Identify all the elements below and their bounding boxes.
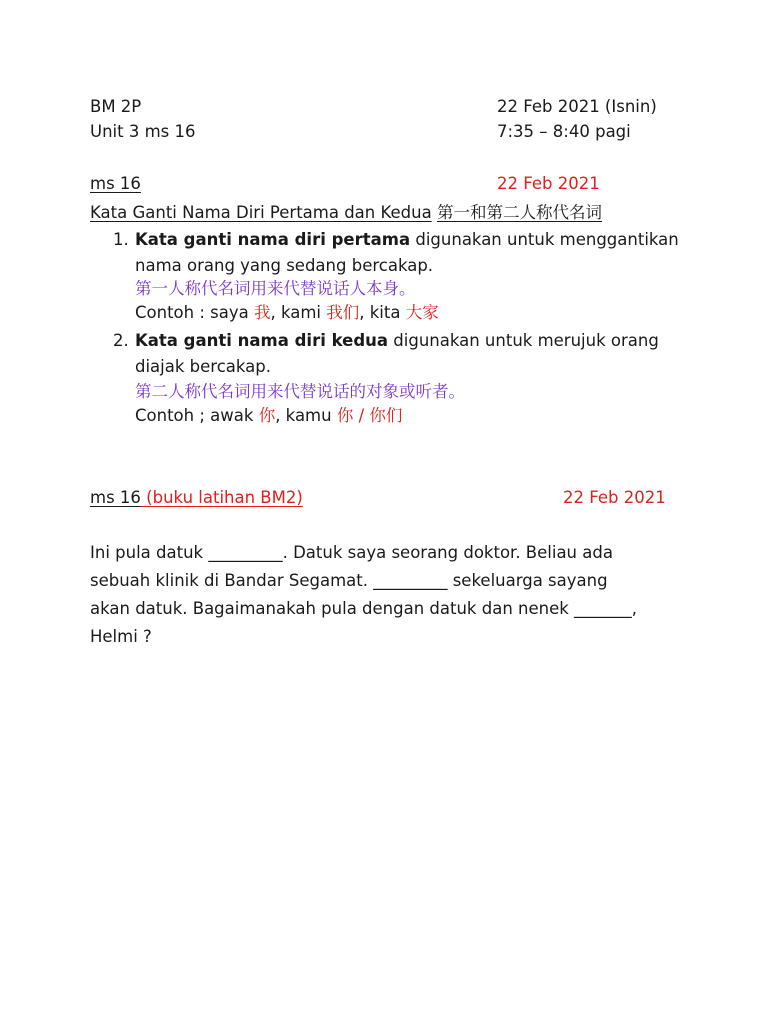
example-separator: / — [353, 406, 370, 425]
item2-term: Kata ganti nama diri kedua — [135, 331, 389, 350]
example-word: , kami — [270, 303, 327, 322]
item1-text1: digunakan untuk menggantikan — [410, 230, 679, 249]
header-time: 7:35 – 8:40 pagi — [497, 122, 631, 141]
section2-date: 22 Feb 2021 — [563, 488, 666, 507]
section1-date: 22 Feb 2021 — [497, 174, 600, 193]
item2-chinese: 第二人称代名词用来代替说话的对象或听者。 — [135, 382, 465, 401]
item2-example — [135, 405, 402, 427]
item1-term: Kata ganti nama diri pertama — [135, 230, 411, 249]
section2-heading — [90, 487, 303, 509]
item1-number: 1. — [113, 230, 129, 249]
item1-example — [135, 302, 439, 324]
example-chinese: 我 — [253, 303, 271, 322]
example-chinese: 你 — [336, 406, 354, 425]
example-word: awak — [210, 406, 259, 425]
item1-line2: nama orang yang sedang bercakap. — [135, 256, 434, 275]
item1-line1 — [135, 229, 679, 251]
section1-page-ref: ms 16 — [90, 174, 141, 193]
section2-page-ref: ms 16 — [90, 488, 141, 507]
example-label: Contoh ; — [135, 406, 211, 425]
item1-chinese: 第一人称代名词用来代替说话人本身。 — [135, 279, 416, 298]
example-chinese: 你 — [258, 406, 276, 425]
section1-title — [90, 202, 602, 224]
unit-label: Unit 3 ms 16 — [90, 122, 196, 141]
example-label: Contoh : — [135, 303, 211, 322]
exercise-line: sebuah klinik di Bandar Segamat. _________ sekeluarga sayang — [90, 571, 608, 590]
example-chinese: 我们 — [326, 303, 360, 322]
item2-text1: digunakan untuk merujuk orang — [388, 331, 659, 350]
example-word: saya — [210, 303, 254, 322]
example-word: , kamu — [275, 406, 337, 425]
exercise-line: Ini pula datuk _________. Datuk saya seorang doktor. Beliau ada — [90, 543, 613, 562]
item2-line2: diajak bercakap. — [135, 357, 271, 376]
exercise-line: Helmi ? — [90, 627, 152, 646]
item2-number: 2. — [113, 331, 129, 350]
title-malay: Kata Ganti Nama Diri Pertama dan Kedua — [90, 203, 432, 222]
item2-line1 — [135, 330, 659, 352]
class-label: BM 2P — [90, 97, 142, 116]
header-date: 22 Feb 2021 (Isnin) — [497, 97, 657, 116]
exercise-line: akan datuk. Bagaimanakah pula dengan datuk dan nenek _______, — [90, 599, 638, 618]
example-chinese: 大家 — [405, 303, 439, 322]
example-chinese: 你们 — [369, 406, 403, 425]
title-chinese: 第一和第二人称代名词 — [436, 203, 602, 222]
section2-book: (buku latihan BM2) — [140, 488, 303, 507]
example-word: , kita — [359, 303, 406, 322]
